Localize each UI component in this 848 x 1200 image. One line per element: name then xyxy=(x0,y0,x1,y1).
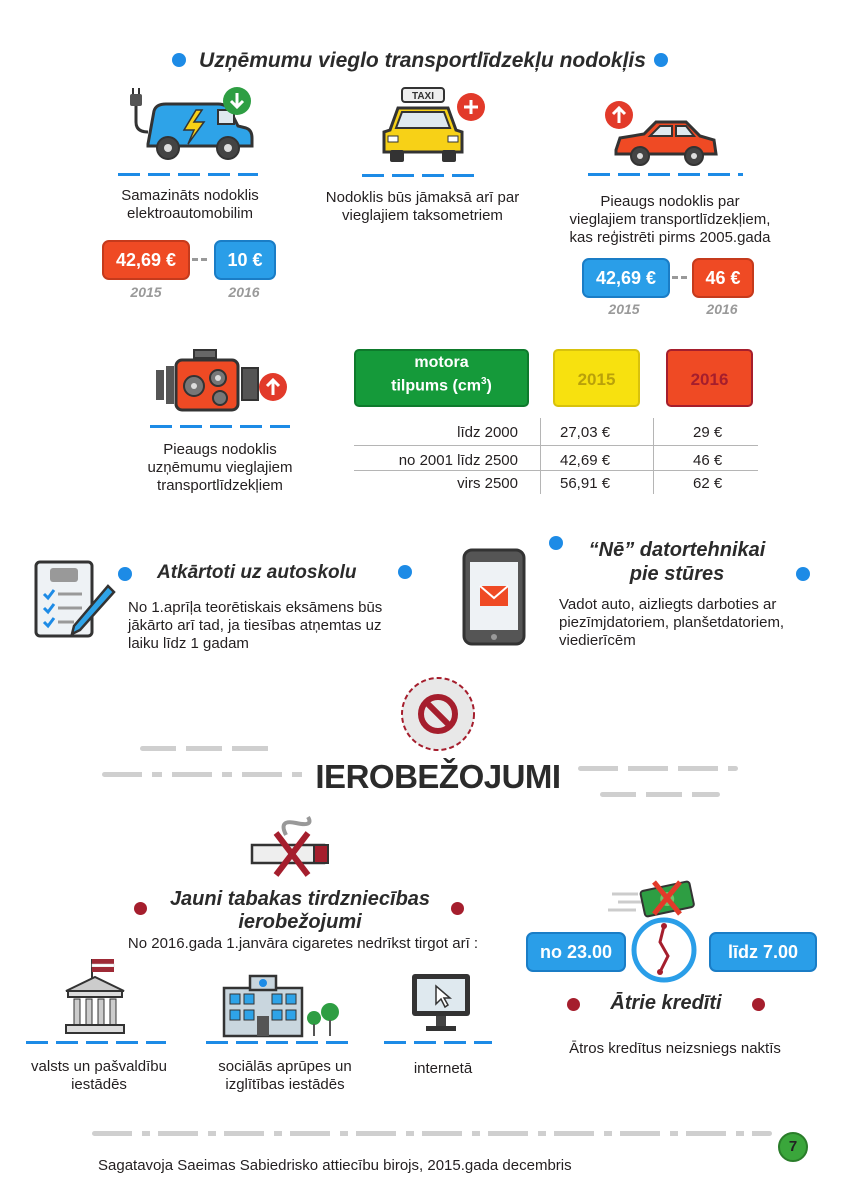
table-cell-2016: 62 € xyxy=(693,475,723,492)
no-tech-bullet-left xyxy=(549,536,563,550)
credit-bullet-right xyxy=(752,998,765,1011)
tax-section-title: Uzņēmumu vieglo transportlīdzekļu nodokļis xyxy=(199,49,646,72)
table-row-divider xyxy=(354,445,758,446)
tobacco-title: Jauni tabakas tirdzniecības ierobežojumi xyxy=(169,888,431,933)
tobacco-item1-line xyxy=(26,1041,166,1044)
old-car-year-2016: 2016 xyxy=(706,301,738,317)
tobacco-item2-line xyxy=(206,1041,356,1044)
table-header-engine-volume: motora tilpums $(cm^3)$ xyxy=(354,349,529,407)
old-car-value-2015: 42,69 € xyxy=(582,258,670,298)
footer-credit: Sagatavoja Saeimas Sabiedrisko attiecību birojs, 2015.gada decembris xyxy=(98,1157,572,1174)
fast-credit-title: Ātrie kredīti xyxy=(610,992,722,1014)
old-car-value-2016: 46 € xyxy=(692,258,754,298)
divider-dash xyxy=(600,792,720,797)
government-building-icon xyxy=(62,955,128,1037)
credit-from-time: no 23.00 xyxy=(526,932,626,972)
tobacco-bullet-left xyxy=(134,902,147,915)
tobacco-item2-text: sociālās aprūpes un izglītības iestādēs xyxy=(218,1058,352,1093)
credit-to-time: līdz 7.00 xyxy=(709,932,817,972)
footer-divider xyxy=(92,1131,772,1136)
engine-icon xyxy=(150,346,270,418)
table-cell-2015: 42,69 € xyxy=(560,452,611,469)
no-tech-bullet-right xyxy=(796,567,810,581)
table-col-divider xyxy=(653,418,654,494)
exam-sheet-icon xyxy=(30,556,118,640)
table-cell-2016: 29 € xyxy=(693,424,723,441)
badge-connector xyxy=(672,276,690,279)
tobacco-item3-line xyxy=(384,1041,492,1044)
title-bullet-right xyxy=(654,53,668,67)
plus-icon xyxy=(456,92,486,122)
table-cell-2015: 27,03 € xyxy=(560,424,611,441)
no-tech-text: Vadot auto, aizliegts darboties ar piezīmjdatoriem, planšetdatoriem, viedierīcēm xyxy=(559,596,785,649)
driving-school-text: No 1.aprīļa teorētiskais eksāmens būs jākārto arī tad, ja tiesības atņemtas uz laiku līdz 1 gadam xyxy=(128,599,383,652)
engine-road-line xyxy=(150,425,290,428)
badge-connector xyxy=(192,258,210,261)
old-car-text: Pieaugs nodoklis par vieglajiem transportlīdzekļiem, kas reģistrēti pirms 2005.gada xyxy=(569,193,771,246)
electric-value-2016: 10 € xyxy=(214,240,276,280)
tobacco-item3-text: internetā xyxy=(413,1060,473,1077)
divider-dash xyxy=(578,766,738,771)
divider-dash xyxy=(102,772,312,777)
electric-value-2015: 42,69 € xyxy=(102,240,190,280)
table-cell-2015: 56,91 € xyxy=(560,475,611,492)
school-building-icon xyxy=(218,972,344,1038)
table-row-divider xyxy=(354,470,758,471)
page-number: 7 xyxy=(788,1138,798,1155)
fast-credit-text: Ātros kredītus neizsniegs naktīs xyxy=(569,1040,781,1057)
electric-text: Samazināts nodoklis elektroautomobilim xyxy=(121,187,259,222)
clock-icon xyxy=(630,914,698,984)
title-bullet-left xyxy=(172,53,186,67)
table-header-2016: 2016 xyxy=(666,349,753,407)
smartphone-icon xyxy=(462,548,526,646)
old-car-year-2015: 2015 xyxy=(608,301,640,317)
electric-year-2016: 2016 xyxy=(228,284,260,300)
taxi-road-line xyxy=(362,174,482,177)
table-col-divider xyxy=(540,418,541,494)
tobacco-bullet-right xyxy=(451,902,464,915)
divider-dash xyxy=(140,746,270,751)
arrow-up-icon xyxy=(258,372,288,402)
driving-school-title: Atkārtoti uz autoskolu xyxy=(157,562,357,583)
svg-text:TAXI: TAXI xyxy=(411,91,435,102)
table-row-label: no 2001 līdz 2500 xyxy=(398,452,518,469)
old-car-road-line xyxy=(588,173,743,176)
electric-year-2015: 2015 xyxy=(130,284,162,300)
credit-bullet-left xyxy=(567,998,580,1011)
driving-school-bullet-left xyxy=(118,567,132,581)
tobacco-subtitle: No 2016.gada 1.janvāra cigaretes nedrīkst tirgot arī : xyxy=(127,935,479,952)
table-cell-2016: 46 € xyxy=(693,452,723,469)
arrow-down-icon xyxy=(222,86,252,116)
electric-road-line xyxy=(118,173,258,176)
computer-monitor-icon xyxy=(410,972,472,1034)
driving-school-bullet-right xyxy=(398,565,412,579)
tobacco-item1-text: valsts un pašvaldību iestādēs xyxy=(31,1058,167,1093)
prohibited-icon xyxy=(400,676,476,752)
taxi-text: Nodoklis būs jāmaksā arī par vieglajiem taksometriem xyxy=(325,189,520,224)
arrow-up-icon xyxy=(604,100,634,130)
no-tech-title: “Nē” datortehnikai pie stūres xyxy=(588,539,766,585)
taxi-icon xyxy=(378,86,468,166)
table-row-label: līdz 2000 xyxy=(457,424,518,441)
restrictions-heading: IEROBEŽOJUMI xyxy=(315,758,561,795)
no-cigarette-icon xyxy=(248,815,334,879)
engine-text: Pieaugs nodoklis uzņēmumu vieglajiem transportlīdzekļiem xyxy=(147,441,293,494)
table-header-2015: 2015 xyxy=(553,349,640,407)
page-number-badge xyxy=(778,1132,808,1162)
cash-banned-icon xyxy=(638,878,696,918)
table-row-label: virs 2500 xyxy=(457,475,518,492)
